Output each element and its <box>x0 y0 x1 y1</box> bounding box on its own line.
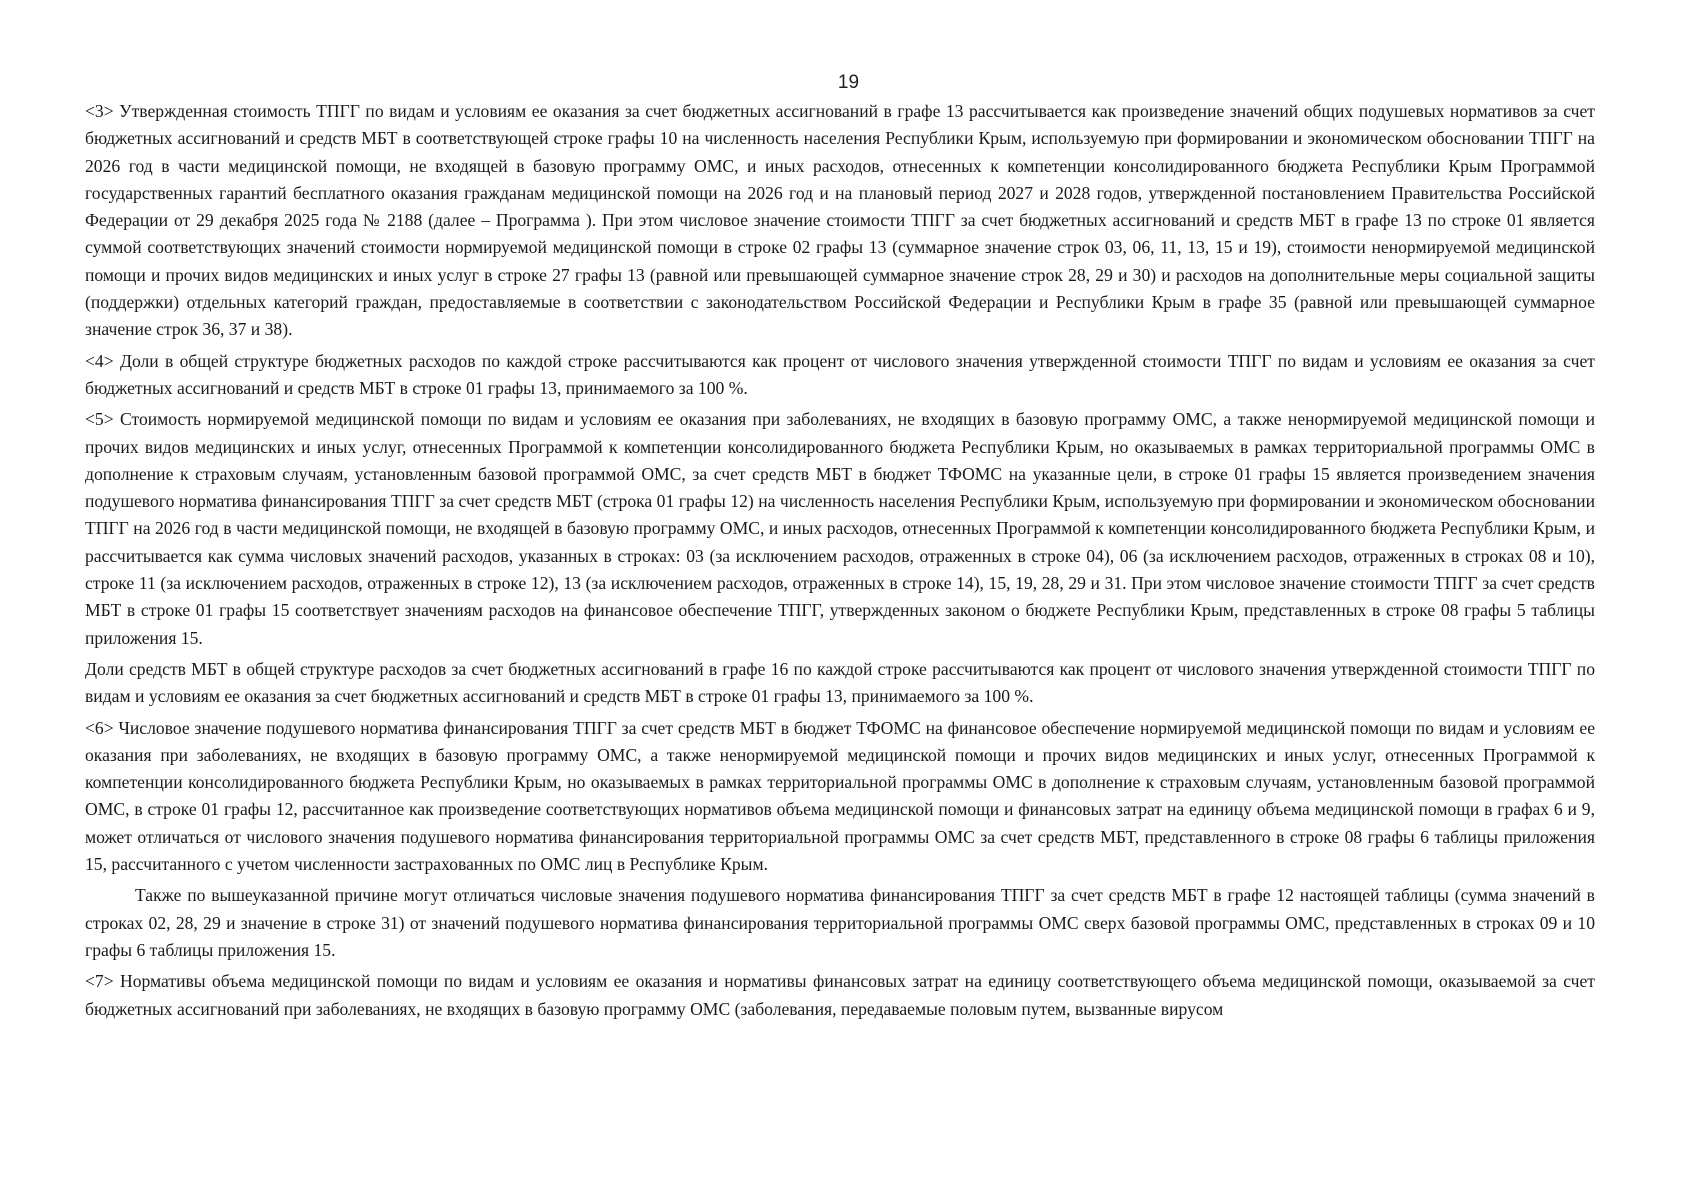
footnotes-text <box>85 98 1595 1027</box>
footnote-5-paragraph: <5> Стоимость нормируемой медицинской помощи по видам и условиям ее оказания при заболеваниях, не входящих в базовую программу ОМС, а также ненормируемой медицинской помощи и прочих видов медицинских и иных услуг, отнесенных Программой к компетенции консолидированного бюджета Республики Крым, но оказываемых в рамках территориальной программы ОМС в дополнение к страховым случаям, установленным базовой программой ОМС, за счет средств МБТ в бюджет ТФОМС на указанные цели, в строке 01 графы 15 является произведением значения подушевого норматива финансирования ТПГГ за счет средств МБТ (строка 01 графы 12) на численность населения Республики Крым, используемую при формировании и экономическом обосновании ТПГГ на 2026 год в части медицинской помощи, не входящей в базовую программу ОМС, и иных расходов, отнесенных Программой к компетенции консолидированного бюджета Республики Крым, и рассчитывается как сумма числовых значений расходов, указанных в строках: 03 (за исключением расходов, отраженных в строке 04), 06 (за исключением расходов, отраженных в строках 08 и 10), строке 11 (за исключением расходов, отраженных в строке 12), 13 (за исключением расходов, отраженных в строке 14), 15, 19, 28, 29 и 31. При этом числовое значение стоимости ТПГГ за счет средств МБТ в строке 01 графы 15 соответствует значениям расходов на финансовое обеспечение ТПГГ, утвержденных законом о бюджете Республики Крым, представленных в строке 08 графы 5 таблицы приложения 15. <box>85 409 1595 648</box>
footnote-5-continuation-paragraph: Доли средств МБТ в общей структуре расходов за счет бюджетных ассигнований в графе 16 по каждой строке рассчитываются как процент от числового значения утвержденной стоимости ТПГГ по видам и условиям ее оказания за счет бюджетных ассигнований и средств МБТ в строке 01 графы 13, принимаемого за 100 %. <box>85 658 1595 707</box>
page-number: 19 <box>837 72 860 93</box>
footnote-7-paragraph: <7> Нормативы объема медицинской помощи по видам и условиям ее оказания и нормативы финансовых затрат на единицу соответствующего объема медицинской помощи, оказываемой за счет бюджетных ассигнований при заболеваниях, не входящих в базовую программу ОМС (заболевания, передаваемые половым путем, вызванные вирусом <box>85 971 1595 1019</box>
footnote-6-paragraph: <6> Числовое значение подушевого норматива финансирования ТПГГ за счет средств МБТ в бюджет ТФОМС на финансовое обеспечение нормируемой медицинской помощи по видам и условиям ее оказания при заболеваниях, не входящих в базовую программу ОМС, а также ненормируемой медицинской помощи и прочих видов медицинских и иных услуг, отнесенных Программой к компетенции консолидированного бюджета Республики Крым, но оказываемых в рамках территориальной программы ОМС в дополнение к страховым случаям, установленным базовой программой ОМС, в строке 01 графы 12, рассчитанное как произведение соответствующих нормативов объема медицинской помощи и финансовых затрат на единицу объема медицинской помощи в графах 6 и 9, может отличаться от числового значения подушевого норматива финансирования территориальной программы ОМС за счет средств МБТ, представленного в строке 08 графы 6 таблицы приложения 15, рассчитанного с учетом численности застрахованных по ОМС лиц в Республике Крым. <box>85 717 1595 875</box>
footnote-4-paragraph: <4> Доли в общей структуре бюджетных расходов по каждой строке рассчитываются как процент от числового значения утвержденной стоимости ТПГГ по видам и условиям ее оказания за счет бюджетных ассигнований и средств МБТ в строке 01 графы 13, принимаемого за 100 %. <box>85 350 1595 398</box>
footnote-3-paragraph: <3> Утвержденная стоимость ТПГГ по видам и условиям ее оказания за счет бюджетных ассигнований в графе 13 рассчитывается как произведение значений общих подушевых нормативов за счет бюджетных ассигнований и средств МБТ в соответствующей строке графы 10 на численность населения Республики Крым, используемую при формировании и экономическом обосновании ТПГГ на 2026 год в части медицинской помощи, не входящей в базовую программу ОМС, и иных расходов, отнесенных к компетенции консолидированного бюджета Республики Крым Программой государственных гарантий бесплатного оказания гражданам медицинской помощи на 2026 год и на плановый период 2027 и 2028 годов, утвержденной постановлением Правительства Российской Федерации от 29 декабря 2025 года № 2188 (далее – Программа ). При этом числовое значение стоимости ТПГГ за счет бюджетных ассигнований и средств МБТ в графе 13 по строке 01 является суммой соответствующих значений стоимости нормируемой медицинской помощи в строке 02 графы 13 (суммарное значение строк 03, 06, 11, 13, 15 и 19), стоимости ненормируемой медицинской помощи и прочих видов медицинских и иных услуг в строке 27 графы 13 (равной или превышающей суммарное значение строк 28, 29 и 30) и расходов на дополнительные меры социальной защиты (поддержки) отдельных категорий граждан, предоставляемые в соответствии с законодательством Российской Федерации и Республики Крым в графе 35 (равной или превышающей суммарное значение строк 36, 37 и 38). <box>85 101 1595 340</box>
footnote-6-continuation-paragraph: Также по вышеуказанной причине могут отличаться числовые значения подушевого норматива финансирования ТПГГ за счет средств МБТ в графе 12 настоящей таблицы (сумма значений в строках 02, 28, 29 и значение в строке 31) от значений подушевого норматива финансирования территориальной программы ОМС сверх базовой программы ОМС, представленных в строках 09 и 10 графы 6 таблицы приложения 15. <box>85 885 1595 960</box>
